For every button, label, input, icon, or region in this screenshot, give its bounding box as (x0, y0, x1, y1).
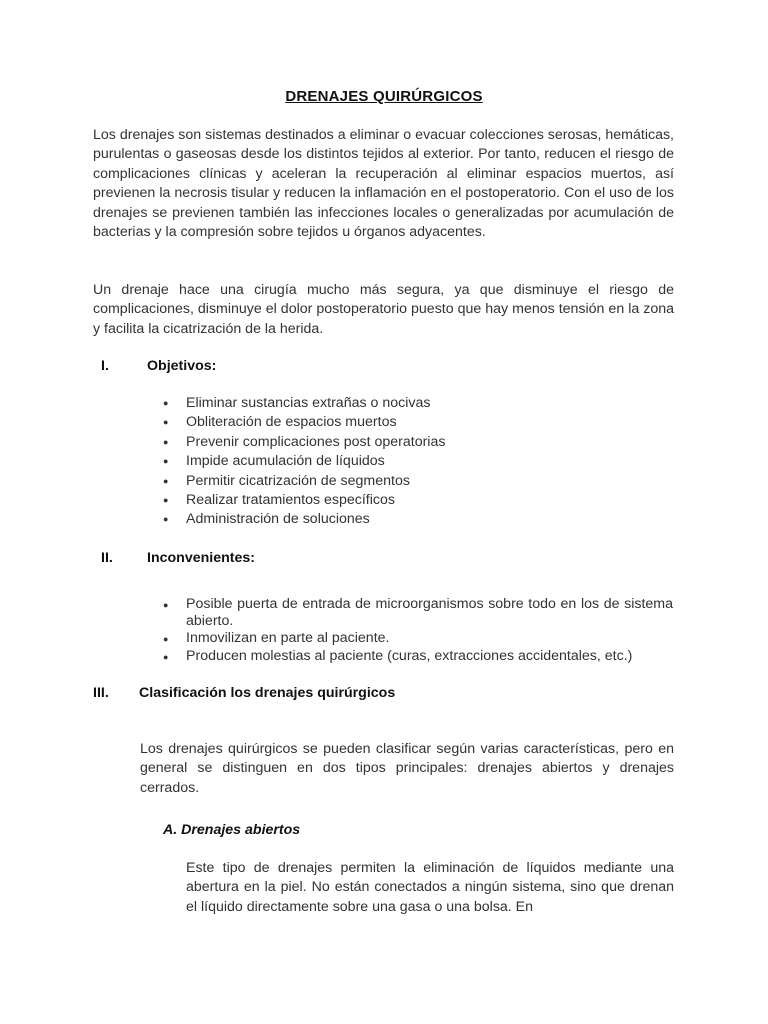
drenajes-abiertos-paragraph: Este tipo de drenajes permiten la eliminación de líquidos mediante una abertura en la piel. No están conectados a ningún sistema, sino que drenan el líquido directamente sobre una gasa o una bolsa. En (186, 860, 674, 915)
inconvenientes-list (163, 596, 673, 665)
list-item: ● Inmovilizan en parte al paciente. (163, 630, 673, 647)
section-numeral: I. (101, 358, 109, 374)
section-heading-text: Objetivos: (147, 358, 217, 374)
clasificacion-paragraph: Los drenajes quirúrgicos se pueden clasificar según varias características, pero en general se distinguen en dos tipos principales: drenajes abiertos y drenajes cerrados. (140, 741, 674, 796)
section-numeral: II. (101, 550, 113, 566)
section-heading-text: Inconvenientes: (147, 550, 256, 566)
document-title: DRENAJES QUIRÚRGICOS (285, 88, 483, 105)
list-item: ● Permitir cicatrización de segmentos (163, 472, 673, 491)
objetivos-list (163, 394, 673, 530)
section-heading-clasificacion (93, 685, 593, 705)
list-item: ● Posible puerta de entrada de microorganismos sobre todo en los de sistema abierto. (163, 596, 673, 629)
list-item: ● Realizar tratamientos específicos (163, 491, 673, 510)
list-item: ● Administración de soluciones (163, 510, 673, 529)
section-heading-text: Clasificación los drenajes quirúrgicos (139, 685, 396, 701)
list-item: ● Impide acumulación de líquidos (163, 452, 673, 471)
subsection-heading-drenajes-abiertos: A. Drenajes abiertos (163, 822, 301, 838)
list-item: ● Obliteración de espacios muertos (163, 413, 673, 432)
list-item: ● Prevenir complicaciones post operatorias (163, 433, 673, 452)
intro-paragraph-1: Los drenajes son sistemas destinados a eliminar o evacuar colecciones serosas, hemáticas, purulentas o gaseosas desde los distintos tejidos al exterior. Por tanto, reducen el riesgo de complicaciones clínicas y aceleran la recuperación al eliminar espacios muertos, así previenen la necrosis tisular y reducen la inflamación en el postoperatorio. Con el uso de los drenajes se previenen también las infecciones locales o generalizadas por acumulación de bacterias y la compresión sobre tejidos u órganos adyacentes. (93, 127, 674, 241)
list-item: ● Producen molestias al paciente (curas, extracciones accidentales, etc.) (163, 648, 673, 665)
intro-paragraph-2: Un drenaje hace una cirugía mucho más segura, ya que disminuye el riesgo de complicaciones, disminuye el dolor postoperatorio puesto que hay menos tensión en la zona y facilita la cicatrización de la herida. (93, 282, 674, 337)
section-heading-inconvenientes (101, 550, 601, 570)
section-heading-objetivos (101, 358, 601, 378)
list-item: ● Eliminar sustancias extrañas o nocivas (163, 394, 673, 413)
section-numeral: III. (93, 685, 109, 701)
